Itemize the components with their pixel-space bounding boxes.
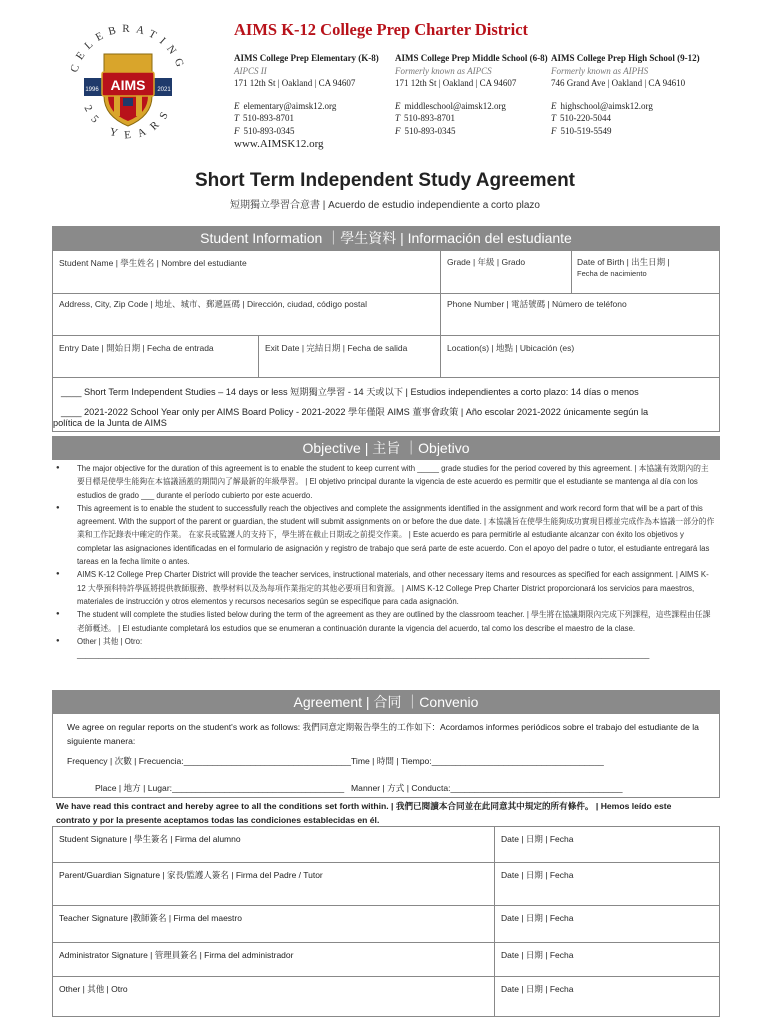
school-elementary [234, 52, 379, 137]
email-label: E [551, 100, 557, 111]
svg-text:1996: 1996 [85, 87, 99, 93]
phone-label: T [234, 113, 240, 123]
date-of-birth-label-es: Fecha de nacimiento [577, 269, 647, 278]
phone-label: T [395, 113, 401, 123]
school-address: 171 12th St | Oakland | CA 94607 [395, 78, 517, 88]
school-fax: 510-893-0345 [404, 125, 456, 136]
teacher-date-field[interactable]: Date | 日期 | Fecha [501, 913, 574, 923]
school-former-name: Formerly known as AIPHS [551, 65, 649, 76]
school-former-name: Formerly known as AIPCS [395, 65, 492, 76]
phone-number-field[interactable]: Phone Number | 電話號碼 | Número de teléfono [447, 299, 627, 309]
parent-date-field[interactable]: Date | 日期 | Fecha [501, 870, 574, 880]
aims-25-years-logo [52, 14, 202, 154]
svg-text:2021: 2021 [157, 87, 171, 93]
list-item: ● This agreement is to enable the student to successfully reach the objectives and complete the assignments identified in the assignment and work record form that will be a part of this agreement. With the support of the parent or guardian, the student will submit assignments on or before the due date. | 本協議旨在使學生能夠成功實現目標並完成作為本協議一部分的作業和工作記錄表中確定的作業。 在家長或監護人的支持下，學生將在截止日期或之前提交作業。 | Este acuerdo es para permitirle al estudiante alcanzar con éxito los objetivos y completar las asignaciones identificadas en el formulario de asignación y registro de trabajo que será parte de este acuerdo. Con el apoyo del padre o tutor, el estudiante entregará las tareas en la fecha límite o antes. [56, 502, 716, 568]
agreement-intro: We agree on regular reports on the student's work as follows: 我們同意定期報告學生的工作如下：Acordamos informes periódicos sobre el trabajo del estudiante de la siguiente manera: [67, 722, 699, 746]
entry-date-field[interactable]: Entry Date | 開始日期 | Fecha de entrada [59, 343, 214, 353]
fax-label: F [234, 125, 240, 136]
address-field[interactable]: Address, City, Zip Code | 地址、城市、郵遞區碼 | Dirección, ciudad, código postal [59, 299, 368, 309]
school-phone: 510-893-8701 [404, 113, 456, 123]
school-phone: 510-220-5044 [560, 113, 612, 123]
agreement-heading: Agreement | 合同 ｜Convenio [52, 690, 720, 714]
school-name: AIMS College Prep High School (9-12) [551, 53, 700, 63]
page-subtitle: 短期獨立學習合意書 | Acuerdo de estudio independiente a corto plazo [230, 200, 540, 211]
email-label: E [234, 100, 240, 111]
administrator-signature-field[interactable]: Administrator Signature | 管理員簽名 | Firma del administrador [59, 950, 294, 960]
page-title: Short Term Independent Study Agreement [194, 170, 576, 191]
signature-row-teacher[interactable] [52, 906, 720, 943]
email-label: E [395, 100, 401, 111]
school-fax: 510-893-0345 [243, 125, 295, 136]
school-middle [395, 52, 548, 137]
time-field[interactable]: Time | 時間 | Tiempo:____________________________________ [351, 756, 604, 766]
phone-label: T [551, 113, 557, 123]
option-short-term[interactable]: ____ Short Term Independent Studies – 14 days or less 短期獨立學習 - 14 天或以下 | Estudios independientes a corto plazo: 14 días o menos [61, 387, 639, 397]
objective-heading: Objective | 主旨 ｜Objetivo [52, 436, 720, 460]
school-email: middleschool@aimsk12.org [404, 100, 506, 111]
list-item-other[interactable]: ● Other | 其他 | Otro: ____________________________________________________________________________________________________________________________________ [56, 635, 716, 662]
list-item: ● AIMS K-12 College Prep Charter District will provide the teacher services, instructional materials, and other necessary items and resources as specified for each assignment. | AIMS K-12 大學預科特許學區將提供教師服務、教學材料以及為每項作業指定的其他必要項目和資源。 | AIMS K-12 College Prep Charter District proporcionará los servicios para maestros, materiales de instrucción y otros elementos y recursos necesarios según se especifique para cada asignación. [56, 568, 716, 608]
option-school-year-cont: política de la Junta de AIMS [53, 418, 167, 428]
list-item: ● The major objective for the duration of this agreement is to enable the student to keep current with _____ grade studies for the period covered by this agreement. | 本協議有效期內的主要目標是使學生能夠在本協議涵蓋的期間內了解最新的年級學習。 | El objetivo principal durante la vigencia de este acuerdo es permitir que el estudiante se mantenga al día con los estudios de grado ___ durante el período cubierto por este acuerdo. [56, 462, 716, 502]
svg-text:CELEBRATING: CELEBRATING [68, 22, 188, 75]
signature-row-parent[interactable] [52, 863, 720, 906]
svg-text:AIMS: AIMS [110, 77, 146, 93]
other-date-field[interactable]: Date | 日期 | Fecha [501, 984, 574, 994]
school-high [551, 52, 700, 137]
agreement-box [52, 714, 720, 798]
signature-row-other[interactable] [52, 977, 720, 1017]
school-name: AIMS College Prep Middle School (6-8) [395, 53, 548, 63]
location-field[interactable]: Location(s) | 地點 | Ubicación (es) [447, 343, 575, 353]
list-item: ● The student will complete the studies listed below during the term of the agreement as they are outlined by the classroom teacher. | 學生將在協議期限內完成下列課程，這些課程由任課老師概述。 | El estudiante completará los estudios que se enumeran a continuación durante la vigencia del acuerdo, tal como los describe el maestro de la clase. [56, 608, 716, 635]
frequency-field[interactable]: Frequency | 次數 | Frecuencia:___________________________________ [67, 756, 351, 766]
fax-label: F [551, 125, 557, 136]
district-name: AIMS K-12 College Prep Charter District [234, 20, 529, 39]
other-signature-field[interactable]: Other | 其他 | Otro [59, 984, 128, 994]
objective-list [56, 462, 716, 661]
school-address: 171 12th St | Oakland | CA 94607 [234, 78, 356, 88]
student-name-field[interactable]: Student Name | 學生姓名 | Nombre del estudiante [59, 258, 247, 268]
school-phone: 510-893-8701 [243, 113, 295, 123]
date-of-birth-field[interactable]: Date of Birth | 出生日期 | [577, 257, 670, 267]
student-info-heading: Student Information ｜學生資料 | Información del estudiante [52, 226, 720, 250]
grade-field[interactable]: Grade | 年級 | Grado [447, 257, 526, 267]
school-email: highschool@aimsk12.org [560, 100, 653, 111]
manner-field[interactable]: Manner | 方式 | Conducta:____________________________________ [351, 783, 623, 793]
signature-row-administrator[interactable] [52, 943, 720, 977]
svg-text:25 YEARS: 25 YEARS [81, 103, 175, 142]
place-field[interactable]: Place | 地方 | Lugar:____________________________________ [95, 783, 345, 793]
school-fax: 510-519-5549 [560, 125, 612, 136]
study-type-options [52, 378, 720, 432]
option-school-year[interactable]: ____ 2021-2022 School Year only per AIMS Board Policy - 2021-2022 學年僅限 AIMS 董事會政策 | Año escolar 2021-2022 únicamente según la [61, 407, 649, 417]
school-email: elementary@aimsk12.org [243, 100, 337, 111]
fax-label: F [395, 125, 401, 136]
website-link[interactable]: www.AIMSK12.org [234, 138, 324, 150]
exit-date-field[interactable]: Exit Date | 完結日期 | Fecha de salida [265, 343, 408, 353]
teacher-signature-field[interactable]: Teacher Signature |教師簽名 | Firma del maestro [59, 913, 242, 923]
parent-signature-field[interactable]: Parent/Guardian Signature | 家長/監護人簽名 | Firma del Padre / Tutor [59, 870, 323, 880]
student-signature-field[interactable]: Student Signature | 學生簽名 | Firma del alumno [59, 834, 241, 844]
student-date-field[interactable]: Date | 日期 | Fecha [501, 834, 574, 844]
student-info-table [52, 250, 720, 378]
school-name: AIMS College Prep Elementary (K-8) [234, 53, 379, 63]
school-former-name: AIPCS II [234, 65, 267, 76]
agreement-statement: We have read this contract and hereby agree to all the conditions set forth within. | 我們已閱讀本合同並在此同意其中規定的所有條件。 | Hemos leído este contrato y por la presente aceptamos todas las condiciones establecidas en él. [56, 801, 672, 825]
administrator-date-field[interactable]: Date | 日期 | Fecha [501, 950, 574, 960]
school-address: 746 Grand Ave | Oakland | CA 94610 [551, 78, 686, 88]
signature-row-student[interactable] [52, 826, 720, 863]
